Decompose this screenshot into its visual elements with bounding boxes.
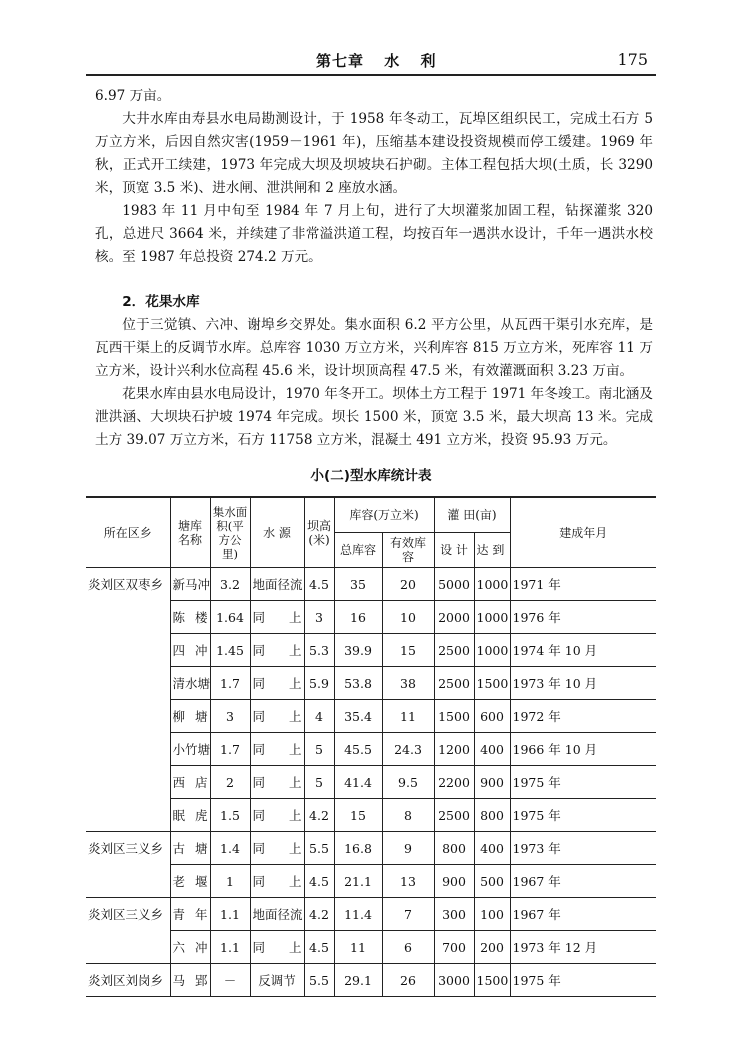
cell-actual: 800 [474,799,510,832]
cell-effective: 7 [382,898,434,931]
cell-source: 地面径流 [250,898,304,931]
cell-total: 45.5 [334,733,382,766]
cell-area: 1.1 [210,898,250,931]
table-row [86,700,656,733]
cell-area: 1.64 [210,601,250,634]
cell-region [86,799,170,832]
cell-area: 3 [210,700,250,733]
cell-source: 地面径流 [250,568,304,601]
cell-built: 1973 年 [510,832,656,865]
cell-name: 青年 [170,898,210,931]
cell-height: 4.5 [304,568,334,601]
cell-effective: 38 [382,667,434,700]
cell-effective: 6 [382,931,434,964]
cell-design: 2500 [434,667,474,700]
header-capacity-total: 总库容 [334,533,382,568]
cell-area: 1.7 [210,667,250,700]
cell-source: 同上 [250,700,304,733]
header-capacity: 库容(万立米) [334,497,434,533]
header-built: 建成年月 [510,497,656,568]
cell-name: 清水塘 [170,667,210,700]
cell-built: 1967 年 [510,865,656,898]
cell-height: 5.9 [304,667,334,700]
cell-height: 4 [304,700,334,733]
cell-effective: 13 [382,865,434,898]
cell-design: 900 [434,865,474,898]
cell-design: 1500 [434,700,474,733]
cell-name: 马郢 [170,964,210,997]
page-header [86,46,656,76]
cell-region [86,733,170,766]
cell-height: 3 [304,601,334,634]
cell-area: 1.5 [210,799,250,832]
cell-area: － [210,964,250,997]
header-area: 集水面积(平方公里) [210,497,250,568]
cell-actual: 1000 [474,601,510,634]
cell-total: 16 [334,601,382,634]
cell-region: 炎刘区三义乡 [86,832,170,865]
cell-total: 16.8 [334,832,382,865]
cell-actual: 1500 [474,667,510,700]
cell-built: 1975 年 [510,799,656,832]
cell-total: 11 [334,931,382,964]
table-row [86,964,656,997]
cell-total: 35.4 [334,700,382,733]
cell-name: 西店 [170,766,210,799]
cell-design: 5000 [434,568,474,601]
cell-design: 1200 [434,733,474,766]
cell-source: 同上 [250,832,304,865]
cell-built: 1973 年 12 月 [510,931,656,964]
cell-region: 炎刘区刘岗乡 [86,964,170,997]
section-heading: 2．花果水库 [122,294,200,310]
cell-total: 29.1 [334,964,382,997]
cell-total: 35 [334,568,382,601]
cell-height: 5.5 [304,832,334,865]
cell-region [86,700,170,733]
header-name: 塘库名称 [170,497,210,568]
cell-source: 同上 [250,634,304,667]
cell-region [86,601,170,634]
cell-effective: 10 [382,601,434,634]
cell-name: 老堰 [170,865,210,898]
cell-actual: 1500 [474,964,510,997]
cell-effective: 9.5 [382,766,434,799]
cell-built: 1967 年 [510,898,656,931]
cell-name: 新马冲 [170,568,210,601]
paragraph: 6.97 万亩。 [95,88,171,104]
cell-design: 2500 [434,634,474,667]
paragraph: 大井水库由寿县水电局勘测设计，于 1958 年冬动工，瓦埠区组织民工，完成土石方 5 万立方米，后因自然灾害(1959－1961 年)，压缩基本建设投资规模而停工缓建。1969 年秋，正式开工续建，1973 年完成大坝及坝坡块石护砌。主体工程包括大坝(土质，长 3290 米，顶宽 3.5 米)、进水闸、泄洪闸和 2 座放水涵。 [95,111,653,196]
header-irrigation-design: 设 计 [434,533,474,568]
cell-actual: 600 [474,700,510,733]
cell-total: 41.4 [334,766,382,799]
cell-built: 1971 年 [510,568,656,601]
cell-design: 2000 [434,601,474,634]
cell-height: 5 [304,733,334,766]
cell-area: 1.4 [210,832,250,865]
cell-effective: 11 [382,700,434,733]
header-source: 水 源 [250,497,304,568]
cell-design: 700 [434,931,474,964]
table-caption: 小(二)型水库统计表 [310,468,432,484]
body-text [95,85,653,452]
cell-region: 炎刘区三义乡 [86,898,170,931]
cell-area: 1.1 [210,931,250,964]
cell-height: 5 [304,766,334,799]
cell-built: 1972 年 [510,700,656,733]
cell-height: 4.2 [304,898,334,931]
cell-built: 1966 年 10 月 [510,733,656,766]
cell-source: 同上 [250,766,304,799]
table-row [86,799,656,832]
cell-source: 同上 [250,865,304,898]
paragraph: 1983 年 11 月中旬至 1984 年 7 月上旬，进行了大坝灌浆加固工程，钻探灌浆 320 孔，总进尺 3664 米，并续建了非常溢洪道工程，均按百年一遇洪水设计，千年一遇洪水校核。至 1987 年总投资 274.2 万元。 [95,203,653,265]
paragraph: 花果水库由县水电局设计，1970 年冬开工。坝体土方工程于 1971 年冬竣工。南北涵及泄洪涵、大坝块石护坡 1974 年完成。坝长 1500 米，顶宽 3.5 米，最大坝高 13 米。完成土方 39.07 万立方米，石方 11758 立方米，混凝土 491 立方米，投资 95.93 万元。 [95,386,653,448]
cell-design: 800 [434,832,474,865]
cell-name: 陈楼 [170,601,210,634]
cell-design: 300 [434,898,474,931]
cell-total: 39.9 [334,634,382,667]
cell-total: 11.4 [334,898,382,931]
reservoir-table [86,496,656,997]
cell-built: 1973 年 10 月 [510,667,656,700]
cell-effective: 8 [382,799,434,832]
cell-name: 六冲 [170,931,210,964]
header-capacity-effective: 有效库容 [382,533,434,568]
cell-actual: 500 [474,865,510,898]
cell-height: 4.5 [304,865,334,898]
cell-region [86,931,170,964]
cell-height: 5.5 [304,964,334,997]
cell-region: 炎刘区双枣乡 [86,568,170,601]
cell-design: 3000 [434,964,474,997]
cell-actual: 900 [474,766,510,799]
cell-total: 15 [334,799,382,832]
cell-design: 2500 [434,799,474,832]
cell-total: 21.1 [334,865,382,898]
cell-actual: 100 [474,898,510,931]
cell-actual: 200 [474,931,510,964]
cell-region [86,634,170,667]
page-content [86,85,656,997]
cell-effective: 26 [382,964,434,997]
cell-built: 1976 年 [510,601,656,634]
cell-built: 1975 年 [510,964,656,997]
cell-name: 柳塘 [170,700,210,733]
cell-total: 53.8 [334,667,382,700]
cell-area: 2 [210,766,250,799]
cell-name: 眠虎 [170,799,210,832]
header-region: 所在区乡 [86,497,170,568]
cell-name: 古塘 [170,832,210,865]
table-row [86,733,656,766]
table-row [86,898,656,931]
table-row [86,766,656,799]
cell-built: 1975 年 [510,766,656,799]
cell-effective: 15 [382,634,434,667]
table-row [86,832,656,865]
cell-height: 4.5 [304,931,334,964]
cell-effective: 20 [382,568,434,601]
cell-design: 2200 [434,766,474,799]
cell-source: 同上 [250,931,304,964]
cell-actual: 1000 [474,568,510,601]
table-row [86,865,656,898]
cell-source: 同上 [250,733,304,766]
cell-actual: 400 [474,832,510,865]
cell-height: 5.3 [304,634,334,667]
table-row [86,634,656,667]
cell-name: 小竹塘 [170,733,210,766]
cell-area: 1 [210,865,250,898]
cell-actual: 1000 [474,634,510,667]
cell-source: 同上 [250,601,304,634]
table-row [86,601,656,634]
cell-effective: 24.3 [382,733,434,766]
header-irrigation-actual: 达 到 [474,533,510,568]
cell-source: 反调节 [250,964,304,997]
table-row [86,667,656,700]
table-row [86,568,656,601]
chapter-title: 第七章 水 利 [316,52,437,70]
cell-source: 同上 [250,799,304,832]
cell-height: 4.2 [304,799,334,832]
cell-built: 1974 年 10 月 [510,634,656,667]
cell-region [86,865,170,898]
cell-area: 1.7 [210,733,250,766]
header-irrigation: 灌 田(亩) [434,497,510,533]
header-height: 坝高(米) [304,497,334,568]
cell-region [86,766,170,799]
paragraph: 位于三觉镇、六冲、谢埠乡交界处。集水面积 6.2 平方公里，从瓦西干渠引水充库，是瓦西干渠上的反调节水库。总库容 1030 万立方米，兴利库容 815 万立方米，死库容 11 万立方米，设计兴利水位高程 45.6 米，设计坝顶高程 47.5 米，有效灌溉面积 3.23 万亩。 [95,317,653,379]
cell-area: 3.2 [210,568,250,601]
cell-effective: 9 [382,832,434,865]
cell-area: 1.45 [210,634,250,667]
table-row [86,931,656,964]
cell-region [86,667,170,700]
cell-name: 四冲 [170,634,210,667]
cell-actual: 400 [474,733,510,766]
cell-source: 同上 [250,667,304,700]
page-number: 175 [617,50,648,69]
